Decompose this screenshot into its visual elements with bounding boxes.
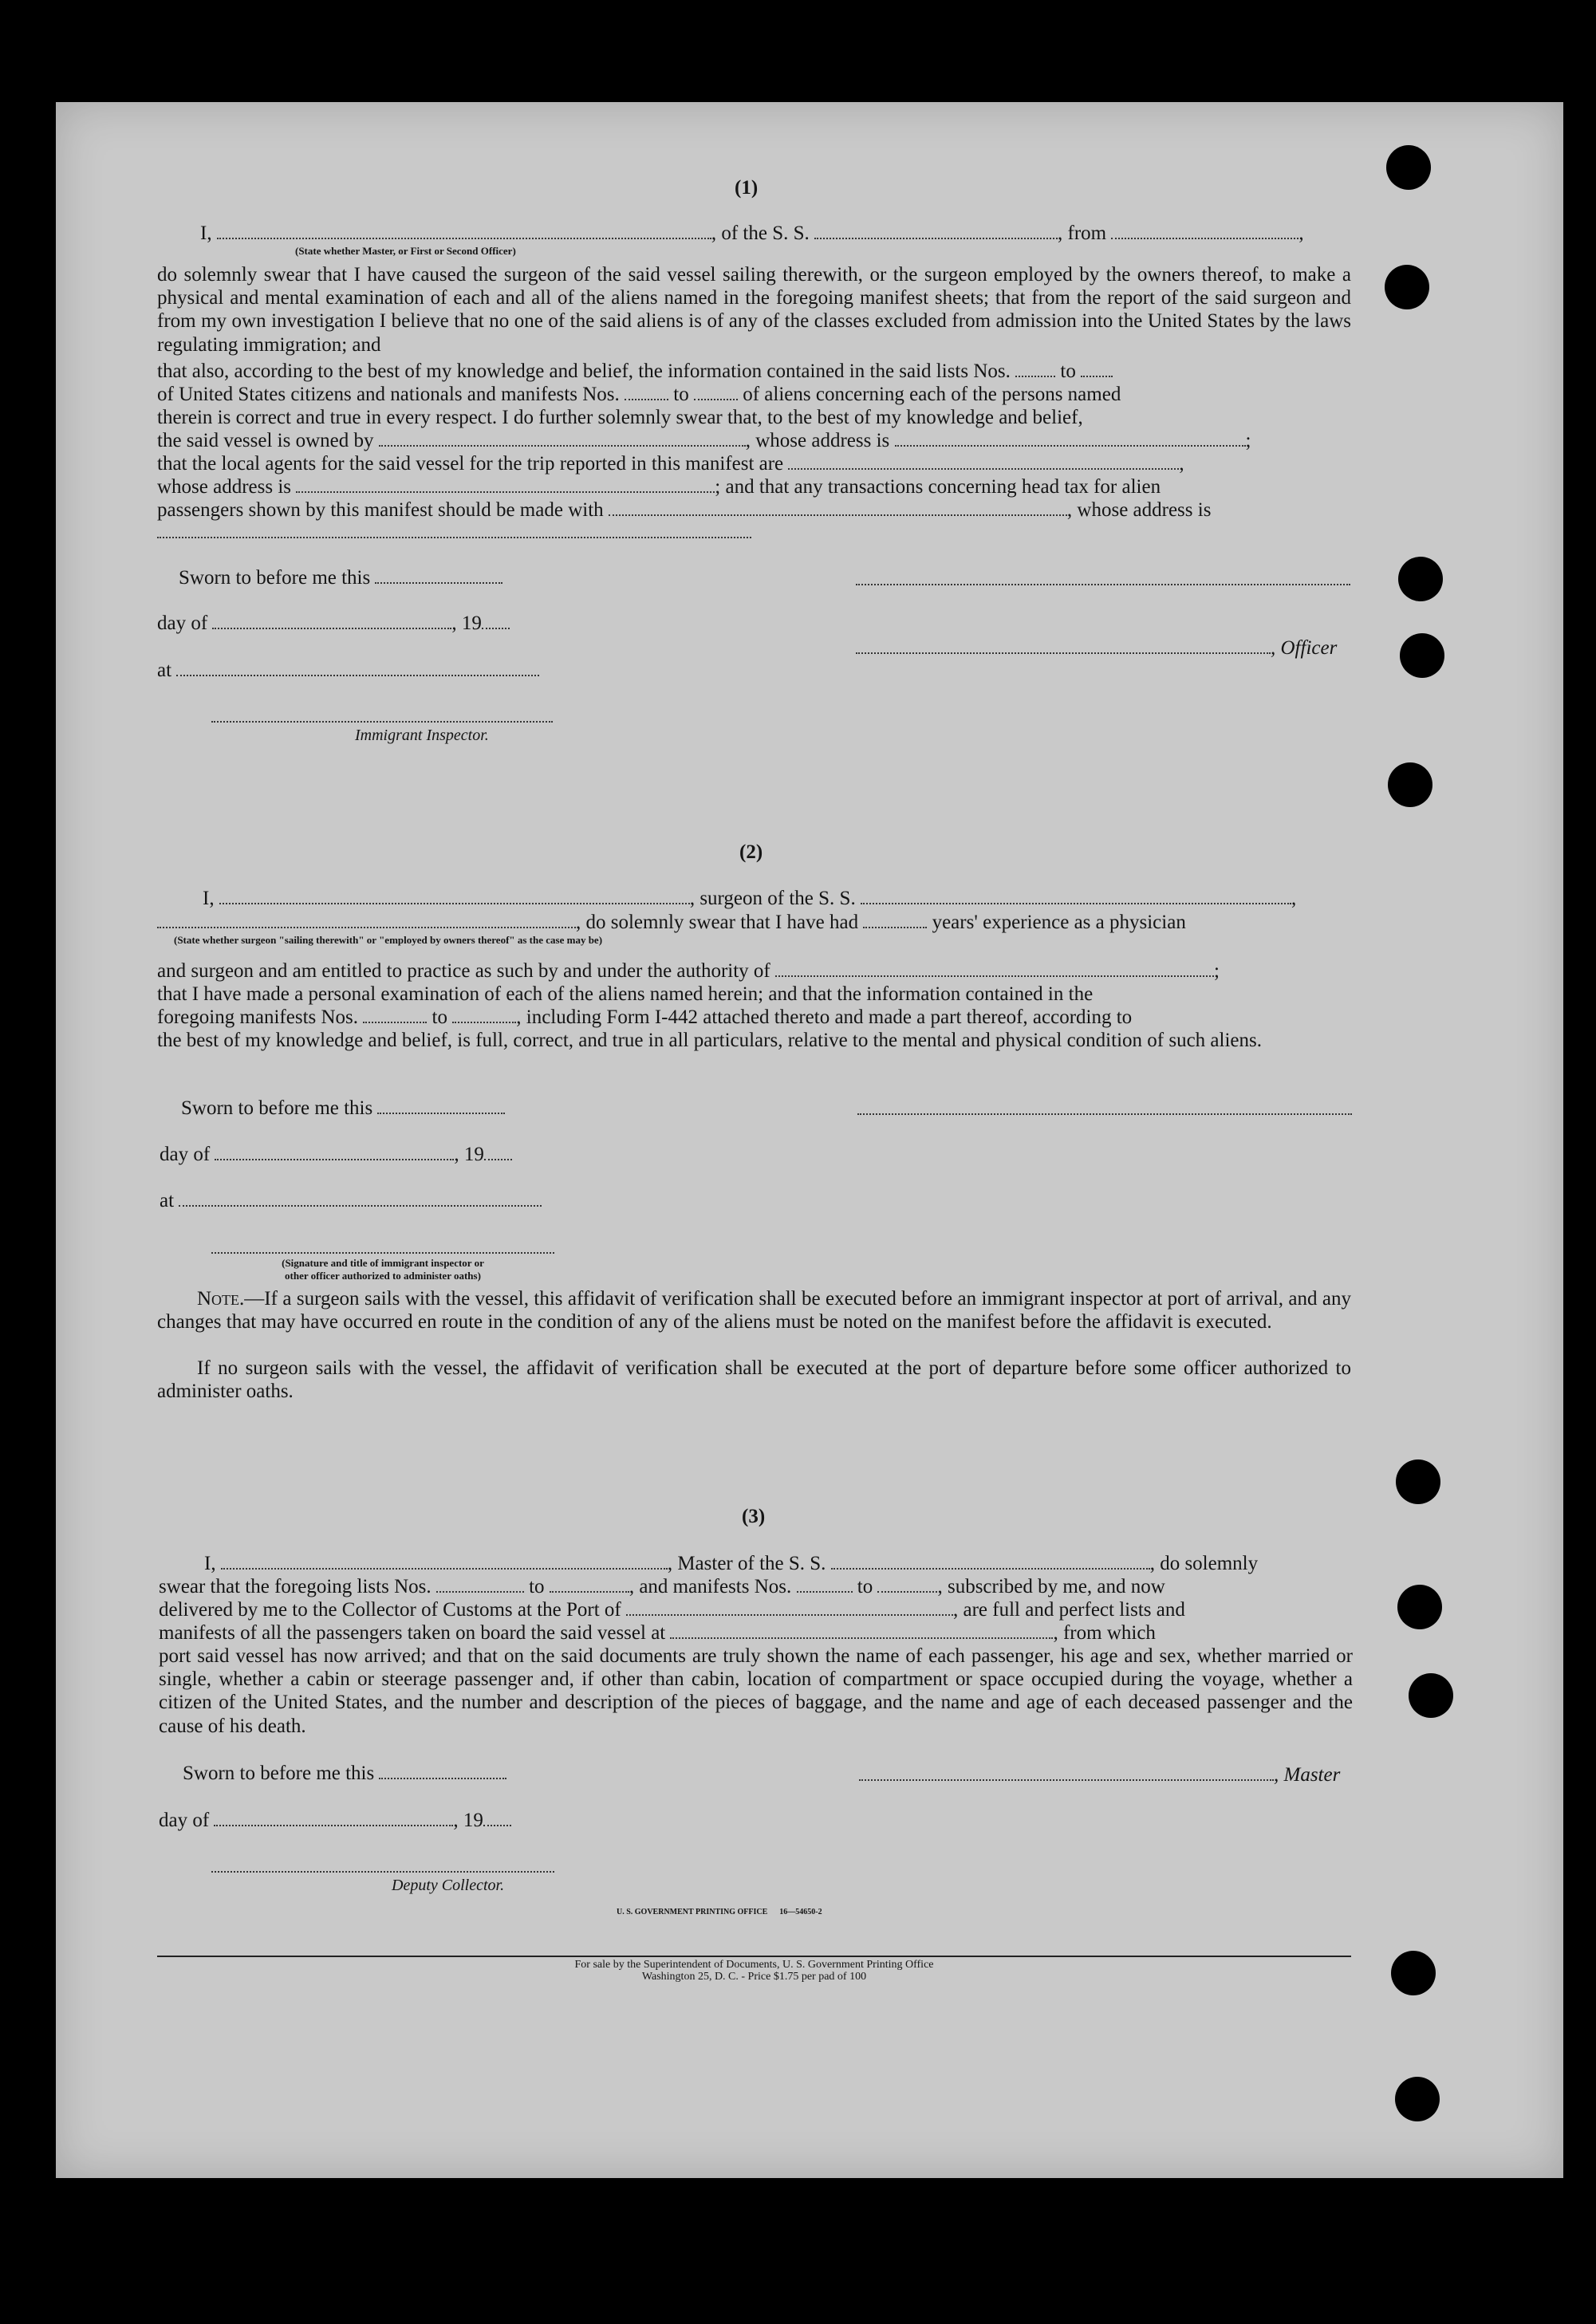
- binder-hole: [1400, 633, 1444, 678]
- signer-title: Immigrant Inspector.: [355, 727, 489, 744]
- oath-line: that the local agents for the said vessel for the trip reported in this manifest are ,: [157, 453, 1184, 475]
- at-label: at: [157, 659, 539, 682]
- binder-hole: [1385, 265, 1429, 309]
- oath-line: whose address is ; and that any transactions concerning head tax for alien: [157, 476, 1161, 498]
- oath-line: delivered by me to the Collector of Customs at the Port of , are full and perfect lists and: [159, 1599, 1185, 1621]
- oath-line: , do solemnly swear that I have had years' experience as a physician: [157, 911, 1186, 934]
- signature-line: [857, 1113, 1352, 1115]
- section-number: (3): [742, 1506, 766, 1527]
- note-paragraph: Note.—If a surgeon sails with the vessel, this affidavit of verification shall be executed before an immigrant inspector at port of arrival, and any changes that may have occurred en route in the condition of any of the aliens must be noted on the manifest before the affidavit is executed.: [157, 1288, 1351, 1333]
- binder-hole: [1409, 1673, 1453, 1718]
- printer-imprint: U. S. GOVERNMENT PRINTING OFFICE 16—54650-2: [617, 1908, 822, 1916]
- binder-hole: [1386, 145, 1431, 190]
- master-line: , Master: [859, 1763, 1340, 1786]
- oath-line: the said vessel is owned by , whose address is ;: [157, 430, 1251, 451]
- binder-hole: [1397, 1585, 1442, 1629]
- section-number: (1): [735, 177, 759, 199]
- note-paragraph: If no surgeon sails with the vessel, the affidavit of verification shall be executed at the port of departure before some officer authorized to administer oaths.: [157, 1357, 1351, 1403]
- day-of-label: day of , 19: [159, 1809, 511, 1832]
- signer-title: Deputy Collector.: [392, 1877, 505, 1894]
- day-of-label: day of , 19: [160, 1143, 512, 1166]
- oath-line: I, , surgeon of the S. S. ,: [203, 888, 1297, 909]
- binder-hole: [1395, 2077, 1440, 2121]
- oath-line: and surgeon and am entitled to practice as such by and under the authority of ;: [157, 960, 1220, 982]
- sworn-label: Sworn to before me this: [181, 1097, 505, 1120]
- sworn-label: Sworn to before me this: [183, 1762, 506, 1785]
- at-label: at: [160, 1189, 542, 1212]
- binder-hole: [1398, 557, 1443, 601]
- oath-line: I, , Master of the S. S. , do solemnly: [204, 1553, 1259, 1574]
- address-line: [157, 537, 751, 538]
- field-caption: (State whether Master, or First or Second Officer): [295, 245, 516, 257]
- signature-line: [211, 1871, 554, 1873]
- oath-line: I, , of the S. S. , from ,: [200, 223, 1304, 244]
- signature-line: [211, 721, 553, 723]
- oath-paragraph: do solemnly swear that I have caused the surgeon of the said vessel sailing therewith, or the surgeon employed by the owners thereof, to make a physical and mental examination of each and all of the aliens named in the foregoing manifest sheets; that from the report of the said surgeon and from my own investigation I believe that no one of the said aliens is of any of the classes excluded from admission into the United States by the laws regulating immigration; and: [157, 264, 1351, 356]
- oath-line: that also, according to the best of my knowledge and belief, the information contained in the said lists Nos. to: [157, 360, 1113, 383]
- oath-paragraph: port said vessel has now arrived; and that on the said documents are truly shown the name of each passenger, his age and sex, whether married or single, whether a cabin or steerage passenger and, if other than cabin, location of compartment or space occupied during the voyage, whether a citizen of the United States, and the number and description of the pieces of baggage, and the name and age of each deceased passenger and the cause of his death.: [159, 1645, 1353, 1737]
- oath-line: foregoing manifests Nos. to , including Form I-442 attached thereto and made a part thereof, according to: [157, 1006, 1133, 1028]
- sworn-label: Sworn to before me this: [179, 566, 502, 589]
- section-number: (2): [739, 841, 763, 863]
- signature-line: [856, 584, 1350, 585]
- footer-rule: [157, 1956, 1351, 1957]
- oath-line: swear that the foregoing lists Nos. to , and manifests Nos. to , subscribed by me, and now: [159, 1576, 1165, 1597]
- oath-line: therein is correct and true in every respect. I do further solemnly swear that, to the best of my knowledge and belief,: [157, 407, 1083, 428]
- oath-line: of United States citizens and nationals and manifests Nos. to of aliens concerning each of the persons named: [157, 384, 1121, 405]
- sale-notice: For sale by the Superintendent of Documents, U. S. Government Printing Office Washington 25, D. C. - Price $1.75 per pad of 100: [574, 1959, 934, 1983]
- signer-caption: (Signature and title of immigrant inspector or other officer authorized to administer oaths): [282, 1257, 484, 1282]
- oath-line: manifests of all the passengers taken on board the said vessel at , from which: [159, 1622, 1156, 1644]
- field-caption: (State whether surgeon "sailing therewith" or "employed by owners thereof" as the case may be): [174, 934, 603, 946]
- oath-line: that I have made a personal examination of each of the aliens named herein; and that the information contained in the: [157, 983, 1094, 1005]
- signature-line: [211, 1252, 554, 1254]
- officer-line: , Officer: [856, 636, 1337, 660]
- binder-hole: [1391, 1951, 1436, 1995]
- oath-paragraph: the best of my knowledge and belief, is full, correct, and true in all particulars, relative to the mental and physical condition of such aliens.: [157, 1030, 1262, 1051]
- oath-line: passengers shown by this manifest should be made with , whose address is: [157, 499, 1212, 521]
- binder-hole: [1388, 762, 1432, 807]
- binder-hole: [1396, 1459, 1440, 1504]
- day-of-label: day of , 19: [157, 612, 510, 635]
